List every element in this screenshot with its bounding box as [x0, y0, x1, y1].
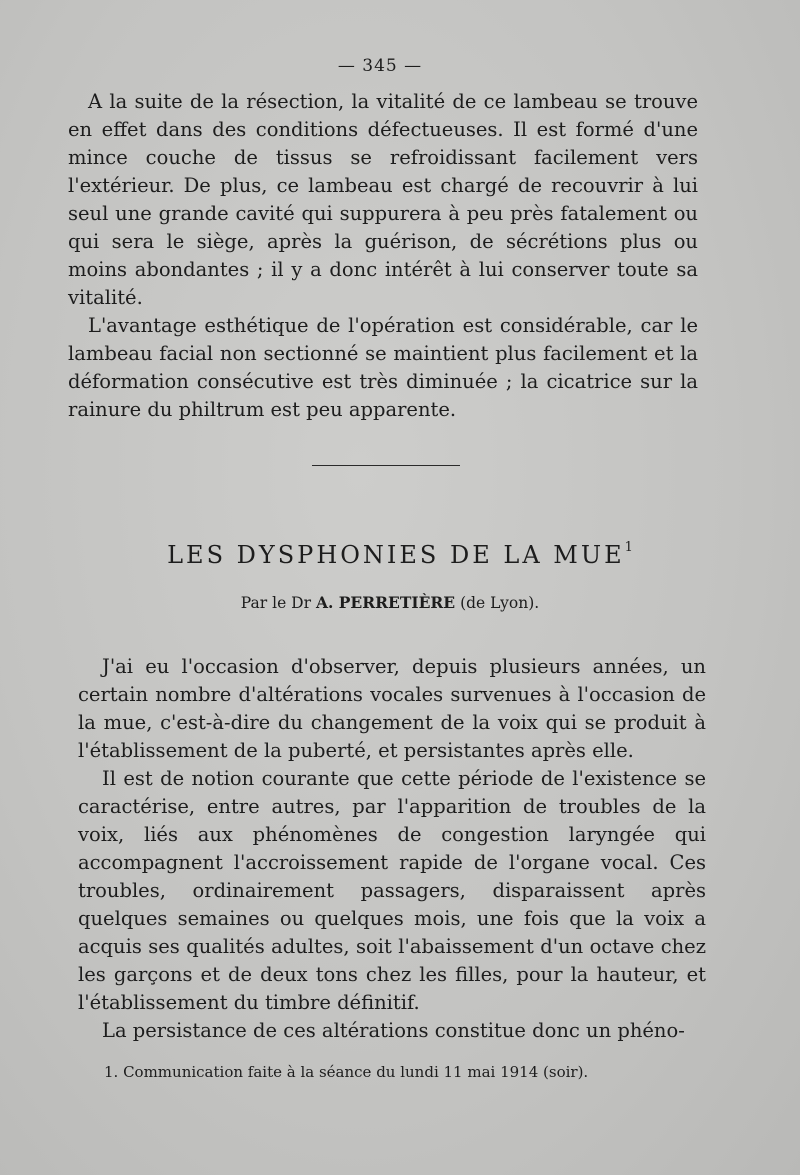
paragraph: La persistance de ces altérations constitue donc un phéno- [102, 1019, 685, 1042]
byline [0, 593, 780, 612]
author-name: A. PERRETIÈRE [315, 593, 456, 612]
author-affiliation: (de Lyon). [460, 594, 540, 612]
article-title-text: LES DYSPHONIES DE LA MUE [167, 541, 625, 569]
paragraph: J'ai eu l'occasion d'observer, depuis plusieurs années, un certain nombre d'altérations vocales survenues à l'occasion de la mue, c'est-à-dire du changement de la voix qui se produit à l'établissement de la puberté, et persistantes après elle. [78, 655, 706, 762]
section-divider [312, 465, 460, 466]
paragraph: L'avantage esthétique de l'opération est considérable, car le lambeau facial non sectionné se maintient plus facilement et la déformation consécutive est très diminuée ; la cicatrice sur la rainure du philtrum est peu apparente. [68, 314, 698, 421]
page-number: — 345 — [337, 56, 423, 76]
article-title [0, 540, 800, 569]
article-body [78, 653, 706, 1045]
footnote: 1. Communication faite à la séance du lundi 11 mai 1914 (soir). [104, 1063, 589, 1081]
byline-prefix: Par le Dr [240, 594, 312, 612]
footnote-marker: 1 [624, 540, 633, 555]
paragraph: A la suite de la résection, la vitalité de ce lambeau se trouve en effet dans des conditions défectueuses. Il est formé d'une mince couche de tissus se refroidissant facilement vers l'extérieur. De plus, ce lambeau est chargé de recouvrir à lui seul une grande cavité qui suppurera à peu près fatalement ou qui sera le siège, après la guérison, de sécrétions plus ou moins abondantes ; il y a donc intérêt à lui conserver toute sa vitalité. [68, 90, 698, 309]
previous-article-text [68, 88, 698, 424]
paragraph: Il est de notion courante que cette période de l'existence se caractérise, entre autres, par l'apparition de troubles de la voix, liés aux phénomènes de congestion laryngée qui accompagnent l'accroissement rapide de l'organe vocal. Ces troubles, ordinairement passagers, disparaissent après quelques semaines ou quelques mois, une fois que la voix a acquis ses qualités adultes, soit l'abaissement d'un octave chez les garçons et de deux tons chez les filles, pour la hauteur, et l'établissement du timbre définitif. [78, 767, 706, 1014]
